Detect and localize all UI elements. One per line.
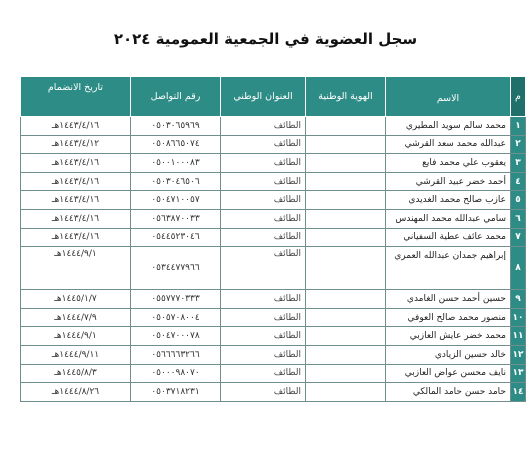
phone-cell: ٠٥٠٤٧١٠٠٥٧ — [131, 191, 221, 210]
address-cell: الطائف — [221, 308, 306, 327]
join-date-cell: ١٤٤٣/٤/١٦هـ — [21, 191, 131, 210]
table-row — [21, 383, 526, 402]
row-number: ٨ — [511, 247, 526, 290]
join-date-cell: ١٤٤٣/٤/١٦هـ — [21, 172, 131, 191]
row-number: ٤ — [511, 172, 526, 191]
table-row — [21, 117, 526, 136]
national-id-cell — [306, 364, 386, 383]
address-cell: الطائف — [221, 117, 306, 136]
table-row — [21, 327, 526, 346]
member-name: محمد سالم سويد المطيري — [386, 117, 511, 136]
join-date-cell: ١٤٤٣/٤/١٦هـ — [21, 117, 131, 136]
row-number: ٦ — [511, 209, 526, 228]
phone-cell: ٠٥٠٠١٠٠٠٨٣ — [131, 154, 221, 173]
national-id-cell — [306, 135, 386, 154]
national-id-cell — [306, 345, 386, 364]
member-name: إبراهيم جمدان عبدالله العمري — [386, 247, 511, 290]
member-name: عبدالله محمد سعد القرشي — [386, 135, 511, 154]
phone-cell: ٠٥٠٠٠٩٨٠٧٠ — [131, 364, 221, 383]
national-id-cell — [306, 327, 386, 346]
header-row — [21, 77, 526, 117]
address-cell: الطائف — [221, 135, 306, 154]
row-number: ٢ — [511, 135, 526, 154]
row-number: ١٣ — [511, 364, 526, 383]
join-date-cell: ١٤٤٤/٩/١هـ — [21, 327, 131, 346]
header-name: الاسم — [386, 77, 511, 117]
national-id-cell — [306, 209, 386, 228]
phone-cell: ٠٥٠٣٧١٨٢٣١ — [131, 383, 221, 402]
table-row — [21, 209, 526, 228]
phone-cell: ٠٥٥٧٧٧٠٣٣٣ — [131, 290, 221, 309]
member-name: أحمد خضر عبيد القرشي — [386, 172, 511, 191]
table-row — [21, 290, 526, 309]
table-row — [21, 135, 526, 154]
national-id-cell — [306, 117, 386, 136]
member-name: خالد حسين الزيادي — [386, 345, 511, 364]
table-row — [21, 172, 526, 191]
member-name: حسين أحمد حسن الغامدي — [386, 290, 511, 309]
table-body — [21, 117, 526, 402]
address-cell: الطائف — [221, 327, 306, 346]
header-address: العنوان الوطني — [221, 77, 306, 117]
join-date-cell: ١٤٤٥/١/٧هـ — [21, 290, 131, 309]
header-phone: رقم التواصل — [131, 77, 221, 117]
phone-cell: ٠٥٦٣٨٧٠٠٣٣ — [131, 209, 221, 228]
header-national-id: الهوية الوطنية — [306, 77, 386, 117]
national-id-cell — [306, 247, 386, 290]
address-cell: الطائف — [221, 247, 306, 290]
table-row — [21, 345, 526, 364]
national-id-cell — [306, 191, 386, 210]
header-num: م — [511, 77, 526, 117]
national-id-cell — [306, 308, 386, 327]
phone-cell: ٠٥٤٤٥٢٣٠٤٦ — [131, 228, 221, 247]
join-date-cell: ١٤٤٣/٤/١٦هـ — [21, 209, 131, 228]
address-cell: الطائف — [221, 290, 306, 309]
table-row — [21, 228, 526, 247]
phone-cell: ٠٥٠٤٧٠٠٠٧٨ — [131, 327, 221, 346]
phone-cell: ٠٥٠٣٠٤٦٥٠٦ — [131, 172, 221, 191]
member-name: نايف محسن عواض العازبي — [386, 364, 511, 383]
address-cell: الطائف — [221, 154, 306, 173]
table-row — [21, 191, 526, 210]
row-number: ٧ — [511, 228, 526, 247]
national-id-cell — [306, 172, 386, 191]
member-name: سامي عبدالله محمد المهندس — [386, 209, 511, 228]
phone-cell: ٠٥٣٤٤٧٧٩٦٦ — [131, 247, 221, 290]
page-title: سجل العضوية في الجمعية العمومية ٢٠٢٤ — [113, 30, 418, 48]
row-number: ١١ — [511, 327, 526, 346]
join-date-cell: ١٤٤٤/٨/٢٦هـ — [21, 383, 131, 402]
join-date-cell: ١٤٤٥/٨/٣هـ — [21, 364, 131, 383]
join-date-cell: ١٤٤٤/٩/١١هـ — [21, 345, 131, 364]
address-cell: الطائف — [221, 172, 306, 191]
address-cell: الطائف — [221, 345, 306, 364]
member-name: حامد حسن حامد المالكي — [386, 383, 511, 402]
address-cell: الطائف — [221, 383, 306, 402]
address-cell: الطائف — [221, 209, 306, 228]
row-number: ٣ — [511, 154, 526, 173]
member-name: يعقوب علي محمد فايع — [386, 154, 511, 173]
address-cell: الطائف — [221, 364, 306, 383]
table-row — [21, 154, 526, 173]
address-cell: الطائف — [221, 228, 306, 247]
phone-cell: ٠٥٠٣٠٦٥٩٦٩ — [131, 117, 221, 136]
row-number: ١٢ — [511, 345, 526, 364]
phone-cell: ٠٥٠٨٦٦٥٠٧٤ — [131, 135, 221, 154]
national-id-cell — [306, 383, 386, 402]
phone-cell: ٠٥٠٥٧٠٨٠٠٤ — [131, 308, 221, 327]
member-name: عازب صالح محمد الغديدي — [386, 191, 511, 210]
join-date-cell: ١٤٤٣/٤/١٦هـ — [21, 154, 131, 173]
join-date-cell: ١٤٤٤/٩/١هـ — [21, 247, 131, 290]
join-date-cell: ١٤٤٣/٤/١٦هـ — [21, 228, 131, 247]
table-row — [21, 247, 526, 290]
membership-table — [20, 76, 526, 402]
join-date-cell: ١٤٤٣/٤/١٢هـ — [21, 135, 131, 154]
national-id-cell — [306, 290, 386, 309]
header-join-date: تاريخ الانضمام — [21, 77, 131, 117]
join-date-cell: ١٤٤٤/٧/٩هـ — [21, 308, 131, 327]
row-number: ١٠ — [511, 308, 526, 327]
table-row — [21, 308, 526, 327]
national-id-cell — [306, 228, 386, 247]
row-number: ١ — [511, 117, 526, 136]
member-name: محمد عائف عطية السفياني — [386, 228, 511, 247]
address-cell: الطائف — [221, 191, 306, 210]
phone-cell: ٠٥٦٦٦٦٣٢٦٦ — [131, 345, 221, 364]
row-number: ١٤ — [511, 383, 526, 402]
table-row — [21, 364, 526, 383]
row-number: ٥ — [511, 191, 526, 210]
member-name: محمد خضر عايش العازبي — [386, 327, 511, 346]
national-id-cell — [306, 154, 386, 173]
member-name: منصور محمد صالح العوفي — [386, 308, 511, 327]
row-number: ٩ — [511, 290, 526, 309]
